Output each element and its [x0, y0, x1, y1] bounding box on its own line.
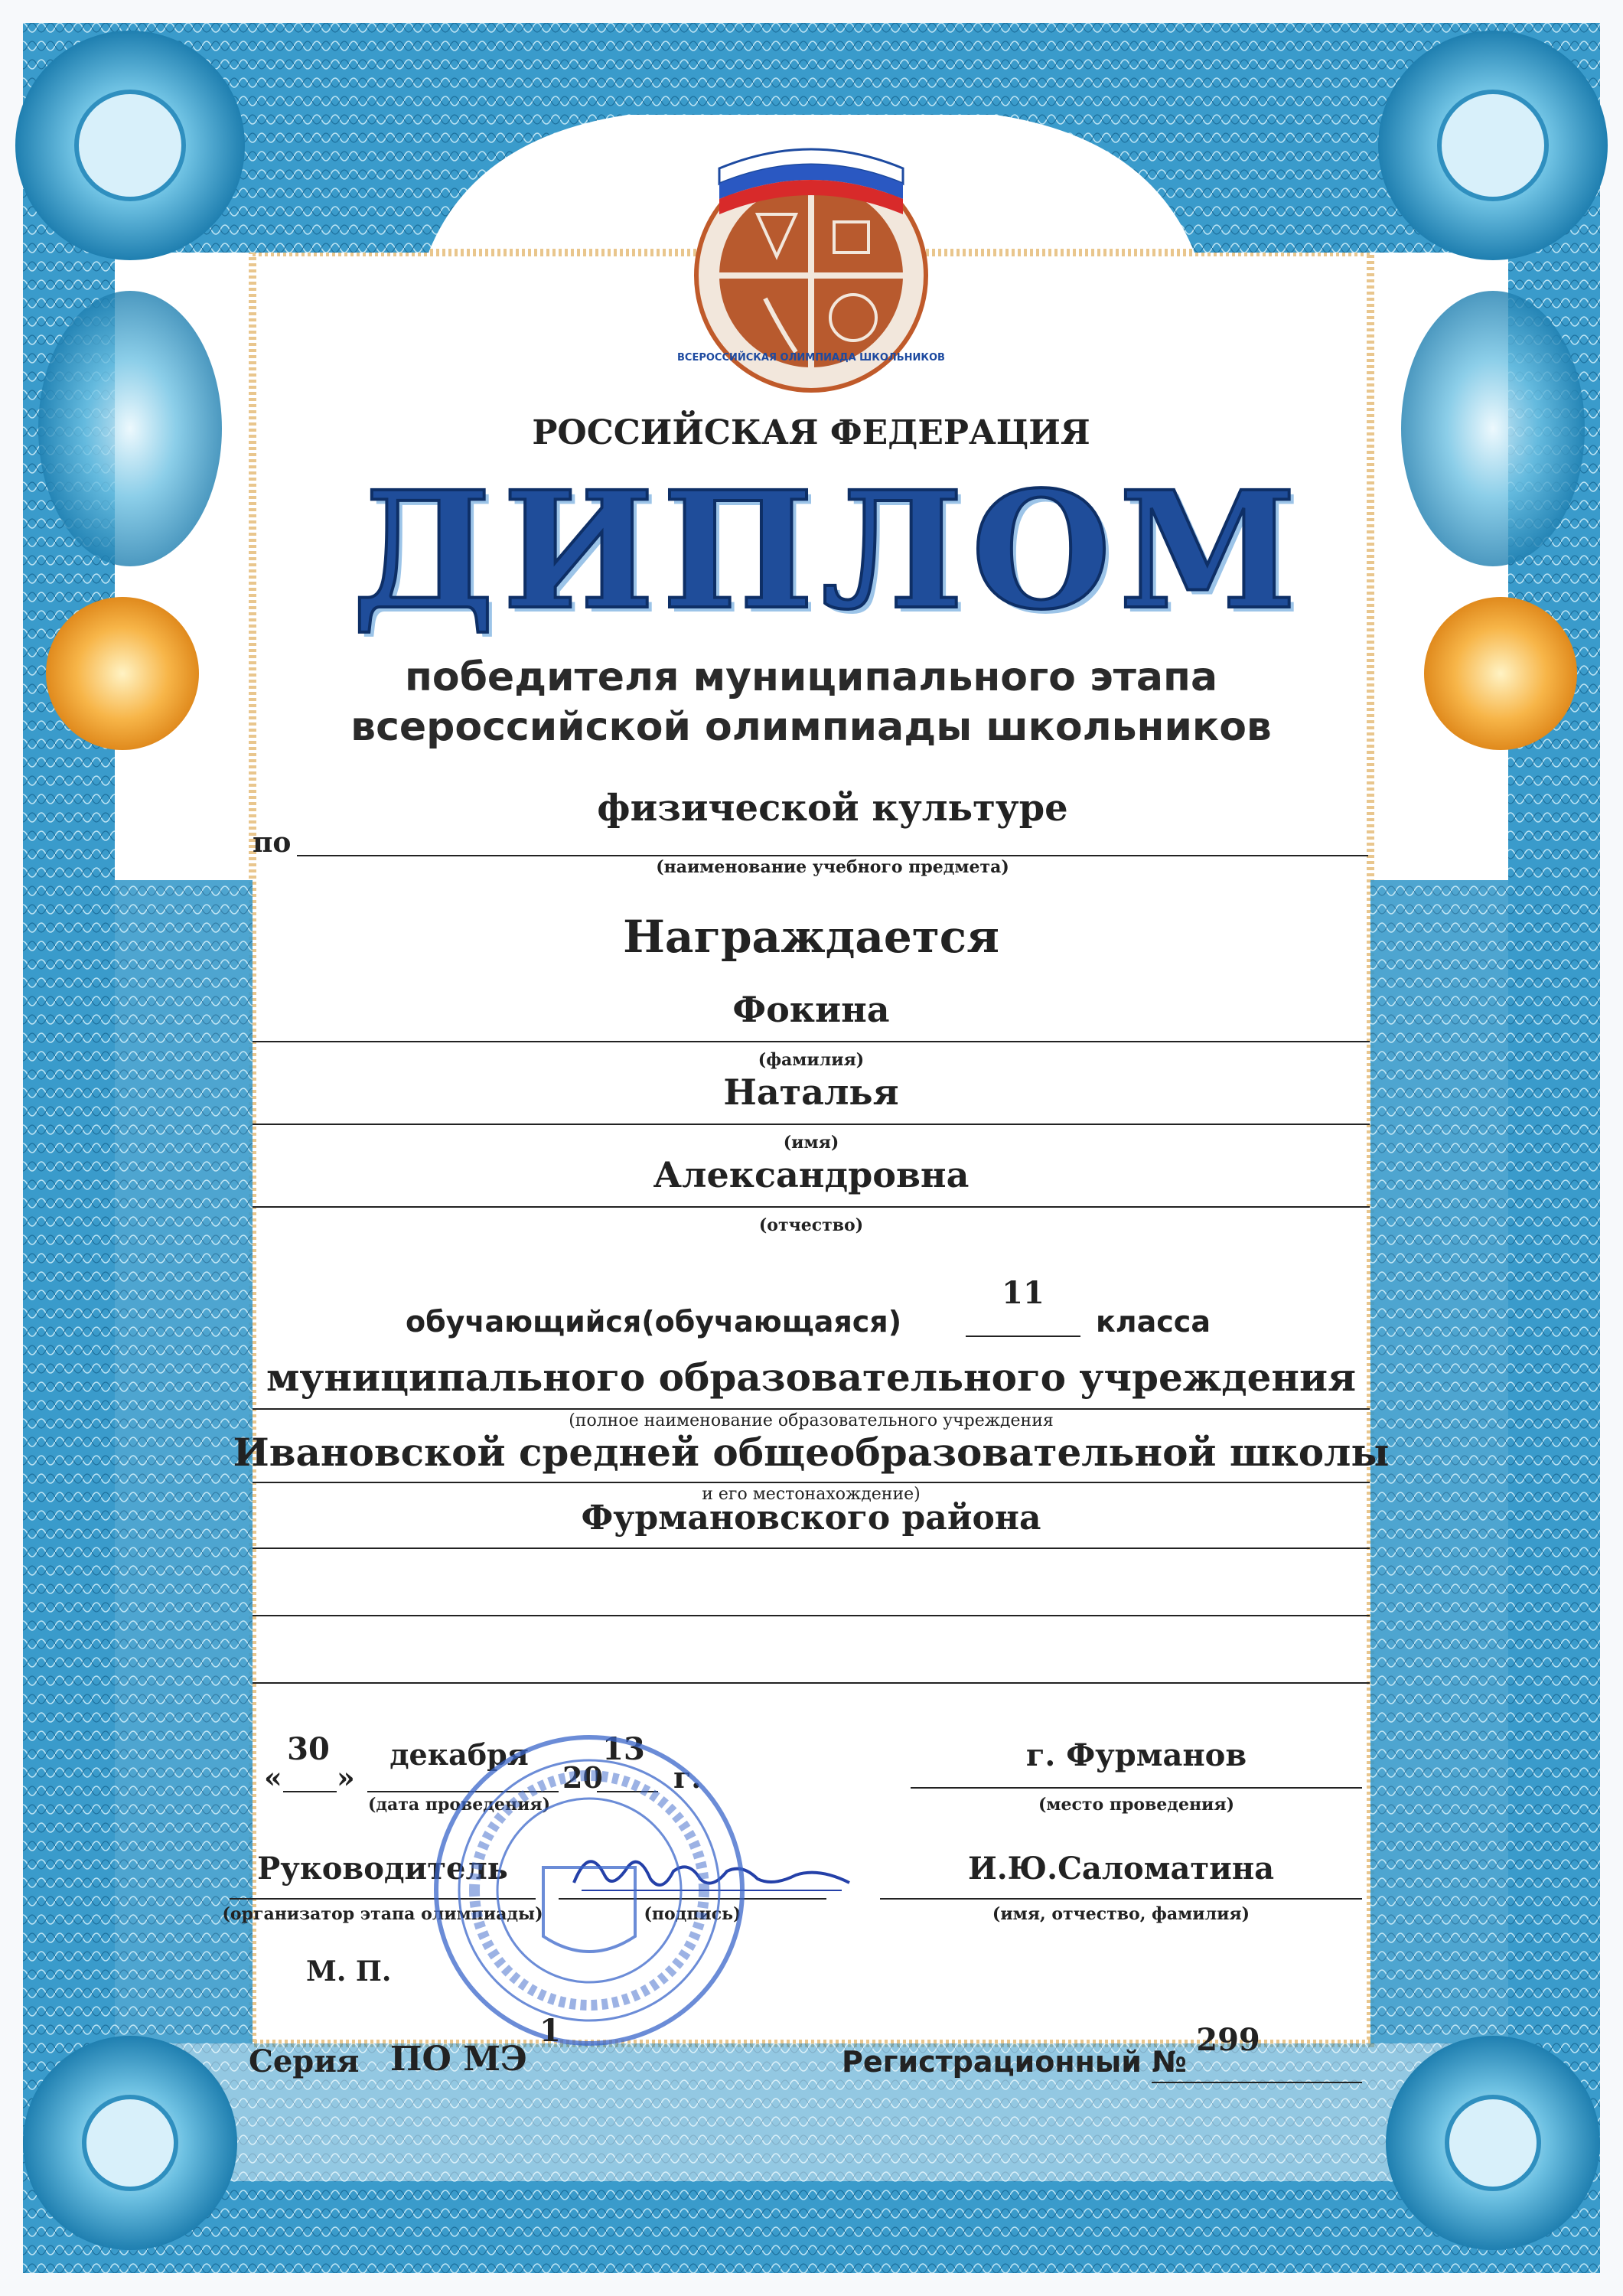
subtitle-line-1: победителя муниципального этапа — [404, 654, 1218, 700]
subject-prefix: по — [253, 827, 292, 859]
date-day: 30 — [287, 1731, 330, 1767]
surname-hint: (фамилия) — [758, 1050, 865, 1070]
signature-person-hint: (имя, отчество, фамилия) — [992, 1904, 1250, 1924]
registration-label: Регистрационный № — [842, 2045, 1187, 2079]
student-prefix: обучающийся(обучающаяся) — [406, 1305, 902, 1339]
grade-value: 11 — [1002, 1275, 1045, 1311]
surname-value: Фокина — [732, 989, 890, 1030]
school-line-3: Фурмановского района — [581, 1499, 1041, 1538]
date-year-suffix: г. — [673, 1760, 702, 1795]
award-label: Награждается — [623, 911, 999, 963]
olympiad-logo — [673, 122, 949, 398]
series-number: 1 — [539, 2013, 561, 2049]
page-title: ДИПЛОМ — [352, 456, 1305, 645]
date-hint: (дата проведения) — [367, 1795, 551, 1815]
signature-role: Руководитель — [257, 1851, 508, 1887]
school-line-2: Ивановской средней общеобразовательной школы — [233, 1430, 1390, 1475]
official-stamp — [429, 1730, 750, 2051]
signature-role-hint: (организатор этапа олимпиады) — [222, 1904, 543, 1924]
place-hint: (место проведения) — [1038, 1795, 1235, 1815]
patronymic-value: Александровна — [653, 1154, 970, 1195]
date-year: 13 — [602, 1731, 645, 1767]
name-hint: (имя) — [783, 1133, 839, 1153]
patronymic-hint: (отчество) — [758, 1215, 864, 1235]
country-label: РОССИЙСКАЯ ФЕДЕРАЦИЯ — [532, 413, 1090, 452]
name-value: Наталья — [723, 1071, 899, 1113]
signature-person: И.Ю.Саломатина — [967, 1851, 1275, 1887]
signature-hint: (подпись) — [644, 1904, 741, 1924]
school-line-1: муниципального образовательного учреждения — [266, 1355, 1357, 1400]
school-hint-1: (полное наименование образовательного учреждения — [569, 1411, 1054, 1430]
series-label: Серия — [249, 2043, 360, 2079]
date-month: декабря — [389, 1737, 529, 1772]
series-value: ПО МЭ — [390, 2040, 527, 2079]
date-close-quote: » — [337, 1760, 355, 1795]
subject-hint: (наименование учебного предмета) — [656, 857, 1009, 877]
school-hint-2: и его местонахождение) — [702, 1485, 921, 1504]
subject-value: физической культуре — [597, 787, 1068, 830]
date-open-quote: « — [264, 1760, 282, 1795]
registration-value: 299 — [1196, 2022, 1260, 2058]
grade-suffix: класса — [1096, 1305, 1211, 1339]
logo-ring-text: ВСЕРОССИЙСКАЯ ОЛИМПИАДА ШКОЛЬНИКОВ — [677, 352, 945, 364]
subtitle-line-2: всероссийской олимпиады школьников — [350, 704, 1272, 750]
stamp-label: М. П. — [306, 1955, 392, 1988]
date-year-prefix: 20 — [562, 1760, 603, 1795]
place-value: г. Фурманов — [1025, 1737, 1247, 1773]
